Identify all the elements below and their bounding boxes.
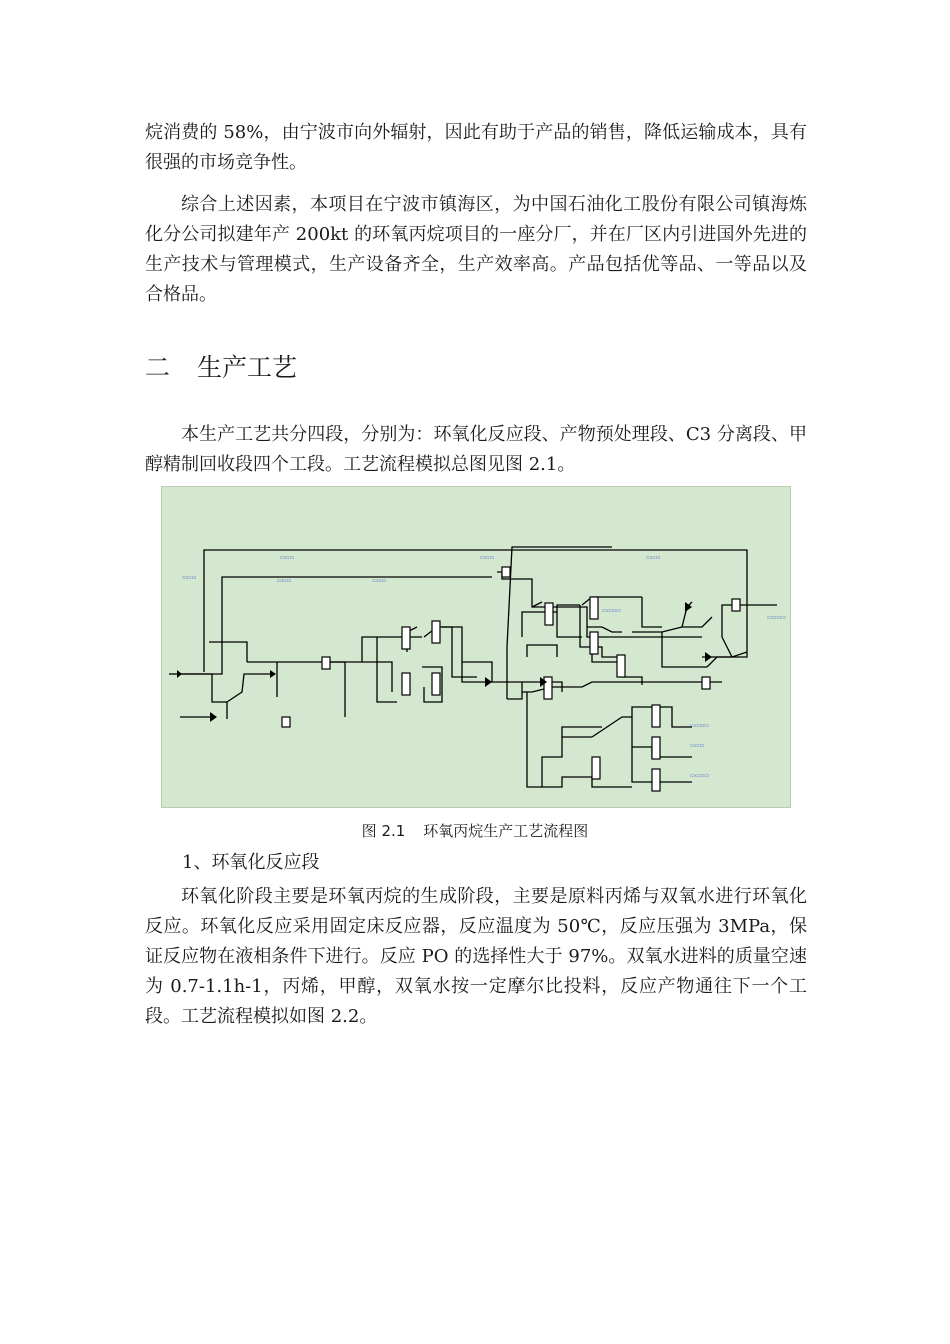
feed-arrow-icon bbox=[177, 670, 182, 678]
svg-text:▭▭▭▭: ▭▭▭▭ bbox=[767, 615, 786, 621]
section-heading bbox=[145, 348, 297, 384]
paragraph-epoxidation: 环氧化阶段主要是环氧丙烷的生成阶段，主要是原料丙烯与双氧水进行环氧化反应。环氧化反应采用固定床反应器，反应温度为 50℃，反应压强为 3MPa，保证反应物在液相条件下进行。反应 PO 的选择性大于 97%。双氧水进料的质量空速为 0.7-1.1h-1，丙烯，甲醇，双氧水按一定摩尔比投料，反应产物通往下一个工段。工艺流程模拟如图 2.2。 bbox=[145, 886, 807, 1027]
paragraph-location: 综合上述因素，本项目在宁波市镇海区，为中国石油化工股份有限公司镇海炼化分公司拟建年产 200kt 的环氧丙烷项目的一座分厂，并在厂区内引进国外先进的生产技术与管理模式，生产设备齐全，生产效率高。产品包括优等品、一等品以及合格品。 bbox=[145, 194, 807, 305]
section-number: 二 bbox=[145, 353, 171, 382]
svg-text:▭▭▭▭: ▭▭▭▭ bbox=[602, 608, 621, 614]
paragraph-process-overview: 本生产工艺共分四段，分别为：环氧化反应段、产物预处理段、C3 分离段、甲醇精制回收段四个工段。工艺流程模拟总图见图 2.1。 bbox=[145, 424, 807, 475]
svg-text:▭▭▭▭: ▭▭▭▭ bbox=[690, 773, 709, 779]
svg-text:▭▭▭▭: ▭▭▭▭ bbox=[690, 723, 709, 729]
reactor-unit-icon bbox=[322, 657, 330, 669]
figure-title: 环氧丙烷生产工艺流程图 bbox=[423, 822, 589, 840]
svg-text:▭▭▭: ▭▭▭ bbox=[372, 578, 387, 584]
svg-text:▭▭▭: ▭▭▭ bbox=[277, 578, 292, 584]
svg-text:▭▭▭: ▭▭▭ bbox=[182, 575, 197, 581]
svg-text:▭▭▭: ▭▭▭ bbox=[480, 555, 495, 561]
process-flow-diagram bbox=[161, 486, 791, 808]
recycle-stream-top bbox=[204, 550, 747, 672]
section-title: 生产工艺 bbox=[197, 353, 298, 382]
column-unit-icon bbox=[432, 621, 440, 643]
svg-text:▭▭▭: ▭▭▭ bbox=[690, 743, 705, 749]
svg-text:▭▭▭: ▭▭▭ bbox=[646, 555, 661, 561]
figure-number: 图 2.1 bbox=[361, 822, 406, 840]
figure-caption bbox=[0, 820, 950, 841]
subsection-heading: 1、环氧化反应段 bbox=[182, 852, 320, 873]
paragraph-market: 烷消费的 58%，由宁波市向外辐射，因此有助于产品的销售，降低运输成本，具有很强的市场竞争性。 bbox=[145, 122, 807, 173]
flowsheet-svg bbox=[162, 487, 790, 807]
feed-stream-line bbox=[182, 577, 392, 674]
stream-label: ▭▭▭ bbox=[280, 555, 295, 561]
